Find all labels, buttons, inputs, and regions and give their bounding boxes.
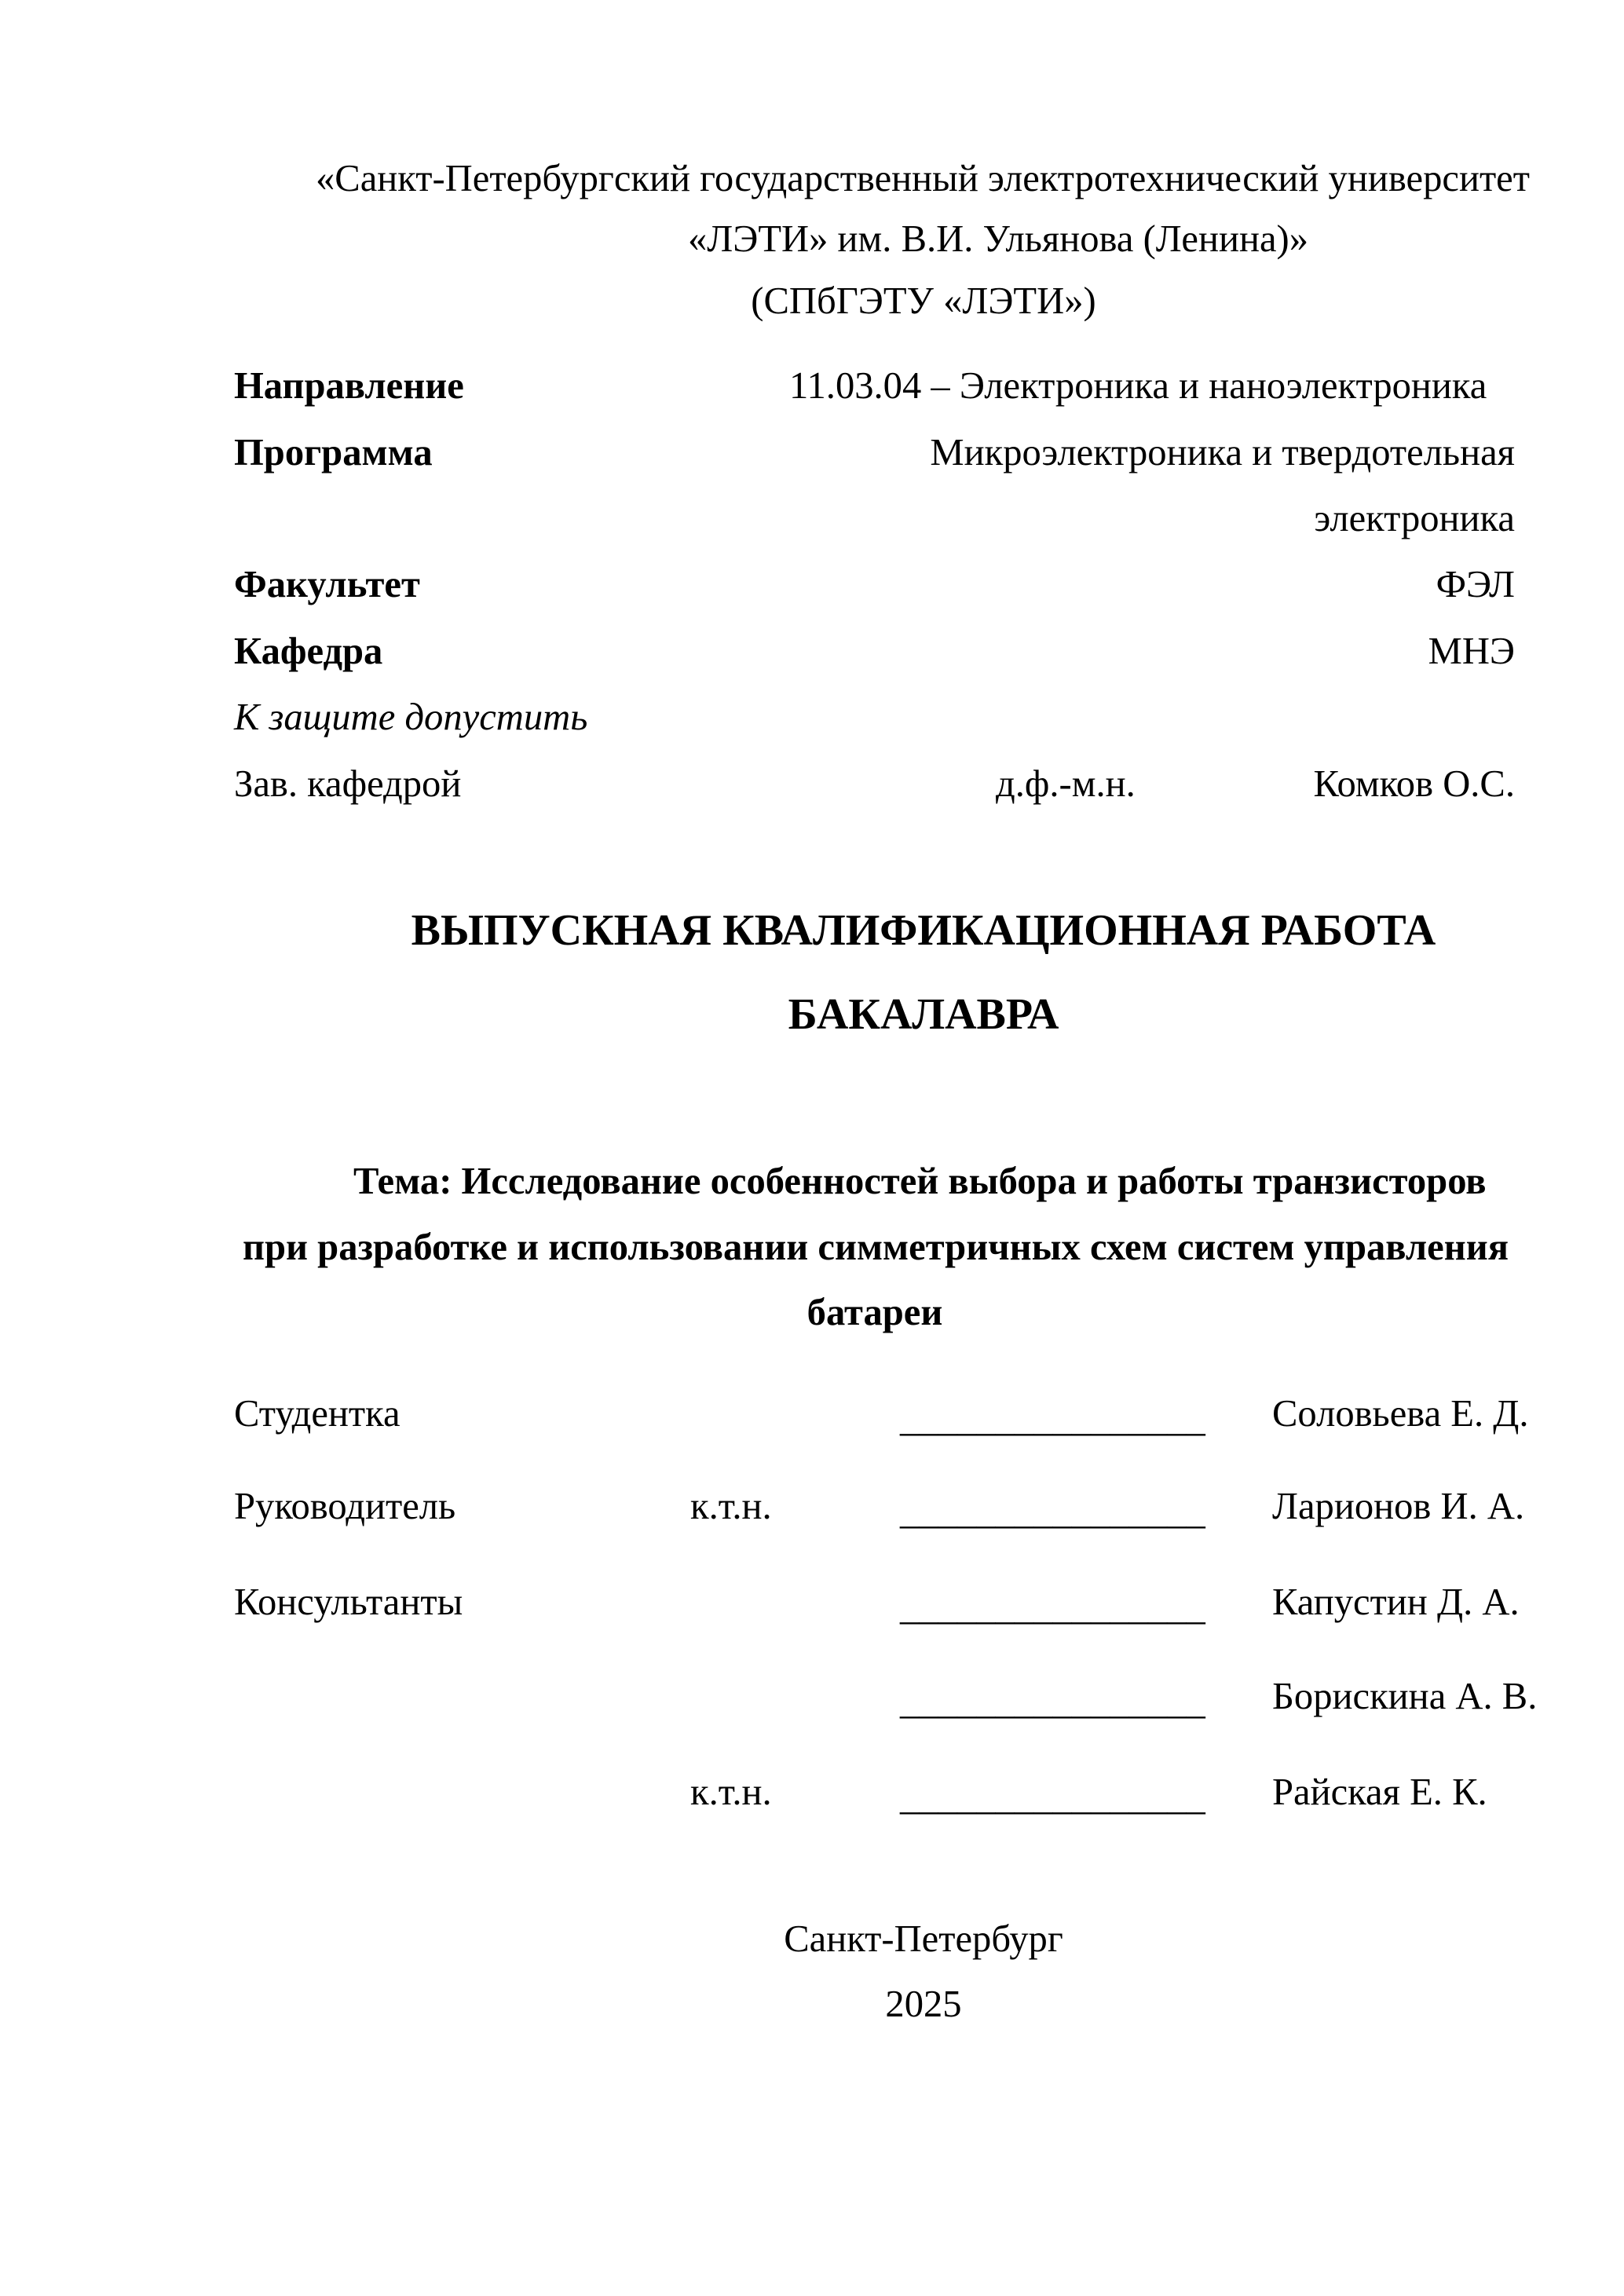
signature-line: ________________ [900,1397,1205,1439]
signature-role: Руководитель [234,1485,456,1527]
topic-label: Тема: [353,1160,452,1202]
topic-line-1: Исследование особенностей выбора и работы транзисторов [461,1160,1487,1202]
topic-line-3: батареи [807,1291,943,1333]
signature-name: Ларионов И. А. [1272,1485,1525,1527]
direction-value: 11.03.04 – Электроника и наноэлектроника [789,364,1487,407]
header-line-1: «Санкт-Петербургский государственный электротехнический университет [315,157,1530,199]
signature-line: ________________ [900,1775,1205,1818]
title-line-2: БАКАЛАВРА [788,990,1059,1039]
program-value-2: электроника [1314,497,1515,539]
signature-name: Райская Е. К. [1272,1771,1487,1813]
faculty-value: ФЭЛ [1436,563,1515,605]
faculty-label: Факультет [234,563,420,605]
header-line-2: «ЛЭТИ» им. В.И. Ульянова (Ленина)» [688,218,1309,260]
signature-line: ________________ [900,1585,1205,1628]
department-value: МНЭ [1428,630,1515,672]
signature-line: ________________ [900,1490,1205,1532]
signature-role: Студентка [234,1392,401,1435]
direction-label: Направление [234,364,464,407]
head-label: Зав. кафедрой [234,762,462,805]
department-label: Кафедра [234,630,383,672]
footer-city: Санкт-Петербург [784,1918,1063,1960]
program-value-1: Микроэлектроника и твердотельная [930,431,1515,473]
program-label: Программа [234,431,433,473]
signature-degree: к.т.н. [690,1485,772,1527]
topic-line-2: при разработке и использовании симметричных схем систем управления [243,1226,1509,1268]
signature-name: Соловьева Е. Д. [1272,1392,1529,1435]
footer-year: 2025 [885,1983,962,2025]
title-line-1: ВЫПУСКНАЯ КВАЛИФИКАЦИОННАЯ РАБОТА [411,906,1436,955]
signature-degree: к.т.н. [690,1771,772,1813]
signature-name: Капустин Д. А. [1272,1581,1520,1623]
signature-role: Консультанты [234,1581,463,1623]
signature-name: Борискина А. В. [1272,1675,1538,1717]
admit-label: К защите допустить [234,696,588,738]
header-line-3: (СПбГЭТУ «ЛЭТИ») [751,280,1096,322]
signature-line: ________________ [900,1680,1205,1722]
head-name: Комков О.С. [1313,762,1515,805]
head-degree: д.ф.-м.н. [996,762,1136,805]
